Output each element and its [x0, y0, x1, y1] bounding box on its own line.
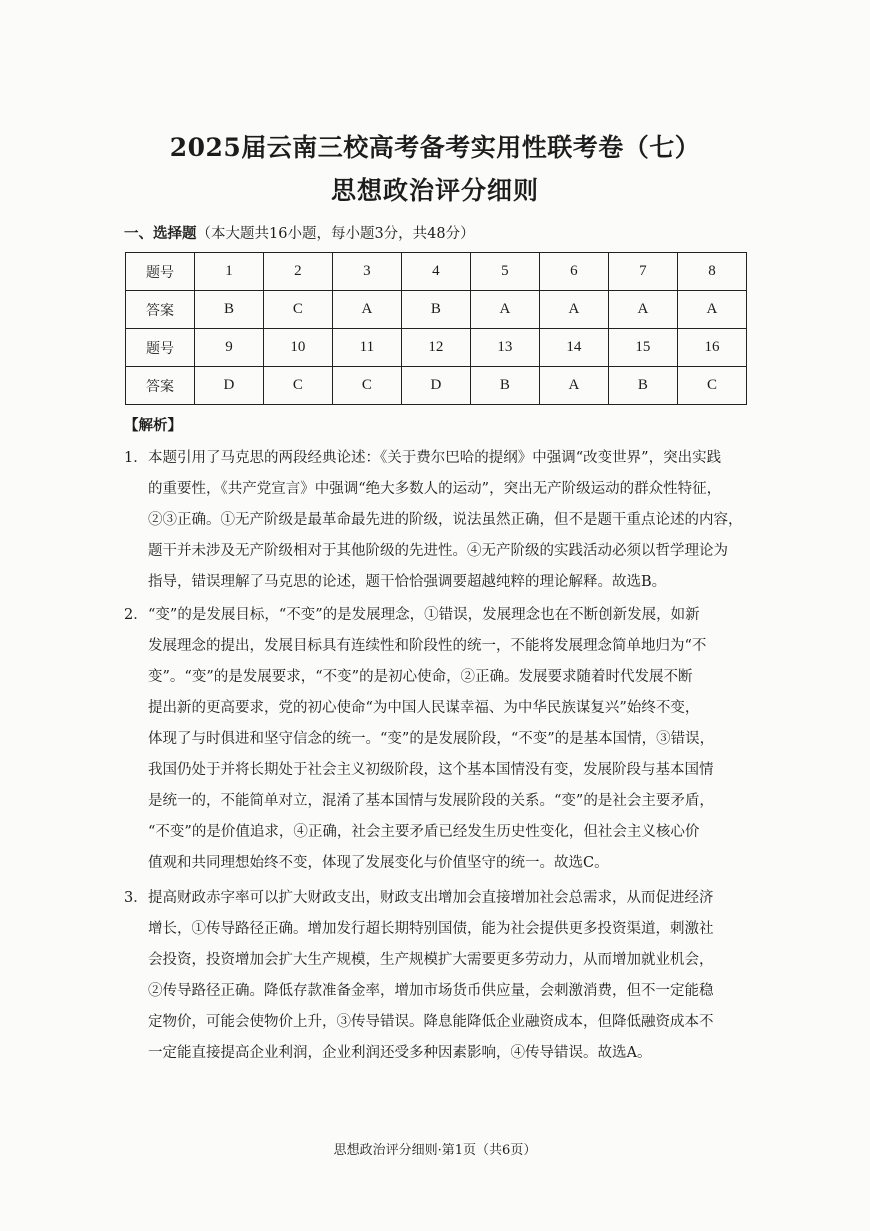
table-cell: A	[539, 291, 608, 329]
table-cell: 5	[470, 253, 539, 291]
answer-table	[125, 252, 747, 405]
table-row	[126, 253, 747, 291]
table-cell: 14	[539, 329, 608, 367]
table-cell: 4	[401, 253, 470, 291]
analysis-label: 【解析】	[124, 417, 182, 434]
table-row	[126, 367, 747, 405]
item-line: 体现了与时俱进和坚守信念的统一。“变”的是发展阶段，“不变”的是基本国情，③错误，	[148, 731, 715, 747]
table-cell: C	[677, 367, 746, 405]
item-line: 值观和共同理想始终不变，体现了发展变化与价值坚守的统一。故选C。	[148, 855, 609, 871]
item-line: 定物价，可能会使物价上升，③传导错误。降息能降低企业融资成本，但降低融资成本不	[148, 1014, 714, 1030]
table-cell: 3	[332, 253, 401, 291]
table-cell: 6	[539, 253, 608, 291]
table-cell: 1	[194, 253, 263, 291]
table-cell: 7	[608, 253, 677, 291]
analysis-item-3	[124, 883, 754, 1069]
table-cell: 9	[194, 329, 263, 367]
item-line: 指导，错误理解了马克思的论述，题干恰恰强调要超越纯粹的理论解释。故选B。	[148, 574, 667, 590]
table-cell: A	[470, 291, 539, 329]
table-cell: 16	[677, 329, 746, 367]
table-cell: B	[194, 291, 263, 329]
table-row	[126, 329, 747, 367]
item-number: 3．	[124, 890, 148, 906]
section-heading	[124, 222, 475, 243]
table-cell: A	[332, 291, 401, 329]
table-cell: B	[401, 291, 470, 329]
table-cell: 13	[470, 329, 539, 367]
analysis-item-1	[124, 443, 754, 598]
item-line: 会投资，投资增加会扩大生产规模，生产规模扩大需要更多劳动力，从而增加就业机会，	[148, 952, 714, 968]
item-line: 发展理念的提出，发展目标具有连续性和阶段性的统一，不能将发展理念简单地归为“不	[148, 638, 707, 654]
item-line: 本题引用了马克思的两段经典论述：《关于费尔巴哈的提纲》中强调“改变世界”，突出实践	[148, 450, 722, 466]
item-line: 我国仍处于并将长期处于社会主义初级阶段，这个基本国情没有变，发展阶段与基本国情	[148, 762, 714, 778]
table-cell: 10	[263, 329, 332, 367]
table-cell: A	[677, 291, 746, 329]
table-cell: D	[194, 367, 263, 405]
item-line: 一定能直接提高企业利润，企业利润还受多种因素影响，④传导错误。故选A。	[148, 1045, 652, 1061]
row-header: 题号	[126, 329, 195, 367]
item-line: 是统一的，不能简单对立，混淆了基本国情与发展阶段的关系。“变”的是社会主要矛盾，	[148, 793, 714, 809]
document-subtitle: 思想政治评分细则	[330, 176, 539, 205]
row-header: 答案	[126, 367, 195, 405]
table-row	[126, 291, 747, 329]
table-cell: 15	[608, 329, 677, 367]
analysis-item-2	[124, 600, 754, 879]
row-header: 答案	[126, 291, 195, 329]
item-line: 变”。“变”的是发展要求，“不变”的是初心使命，②正确。发展要求随着时代发展不断	[148, 669, 693, 685]
item-line: 增长，①传导路径正确。增加发行超长期特别国债，能为社会提供更多投资渠道，刺激社	[148, 921, 714, 937]
table-cell: B	[470, 367, 539, 405]
item-line: “不变”的是价值追求，④正确，社会主要矛盾已经发生历史性变化，但社会主义核心价	[148, 824, 700, 840]
section-note: （本大题共16小题，每小题3分，共48分）	[196, 226, 475, 242]
table-cell: D	[401, 367, 470, 405]
table-cell: B	[608, 367, 677, 405]
table-cell: C	[332, 367, 401, 405]
table-cell: 8	[677, 253, 746, 291]
table-cell: 12	[401, 329, 470, 367]
item-line: ②传导路径正确。降低存款准备金率，增加市场货币供应量，会刺激消费，但不一定能稳	[148, 983, 714, 999]
item-line: “变”的是发展目标，“不变”的是发展理念，①错误，发展理念也在不断创新发展，如新	[148, 607, 700, 623]
item-line: 的重要性，《共产党宣言》中强调“绝大多数人的运动”，突出无产阶级运动的群众性特征，	[148, 481, 722, 497]
page-footer: 思想政治评分细则·第1页（共6页）	[333, 1143, 537, 1158]
table-cell: 11	[332, 329, 401, 367]
table-cell: A	[539, 367, 608, 405]
item-number: 2．	[124, 607, 148, 623]
item-line: 提出新的更高要求，党的初心使命“为中国人民谋幸福、为中华民族谋复兴”始终不变，	[148, 700, 700, 716]
item-number: 1．	[124, 450, 148, 466]
item-line: ②③正确。①无产阶级是最革命最先进的阶级，说法虽然正确，但不是题干重点论述的内容，	[148, 512, 743, 528]
row-header: 题号	[126, 253, 195, 291]
table-cell: C	[263, 367, 332, 405]
document-title: 2025届云南三校高考备考实用性联考卷（七）	[169, 133, 701, 162]
section-label: 一、选择题	[124, 225, 197, 242]
table-cell: C	[263, 291, 332, 329]
table-cell: A	[608, 291, 677, 329]
item-line: 提高财政赤字率可以扩大财政支出，财政支出增加会直接增加社会总需求，从而促进经济	[148, 890, 714, 906]
table-cell: 2	[263, 253, 332, 291]
item-line: 题干并未涉及无产阶级相对于其他阶级的先进性。④无产阶级的实践活动必须以哲学理论为	[148, 543, 728, 559]
